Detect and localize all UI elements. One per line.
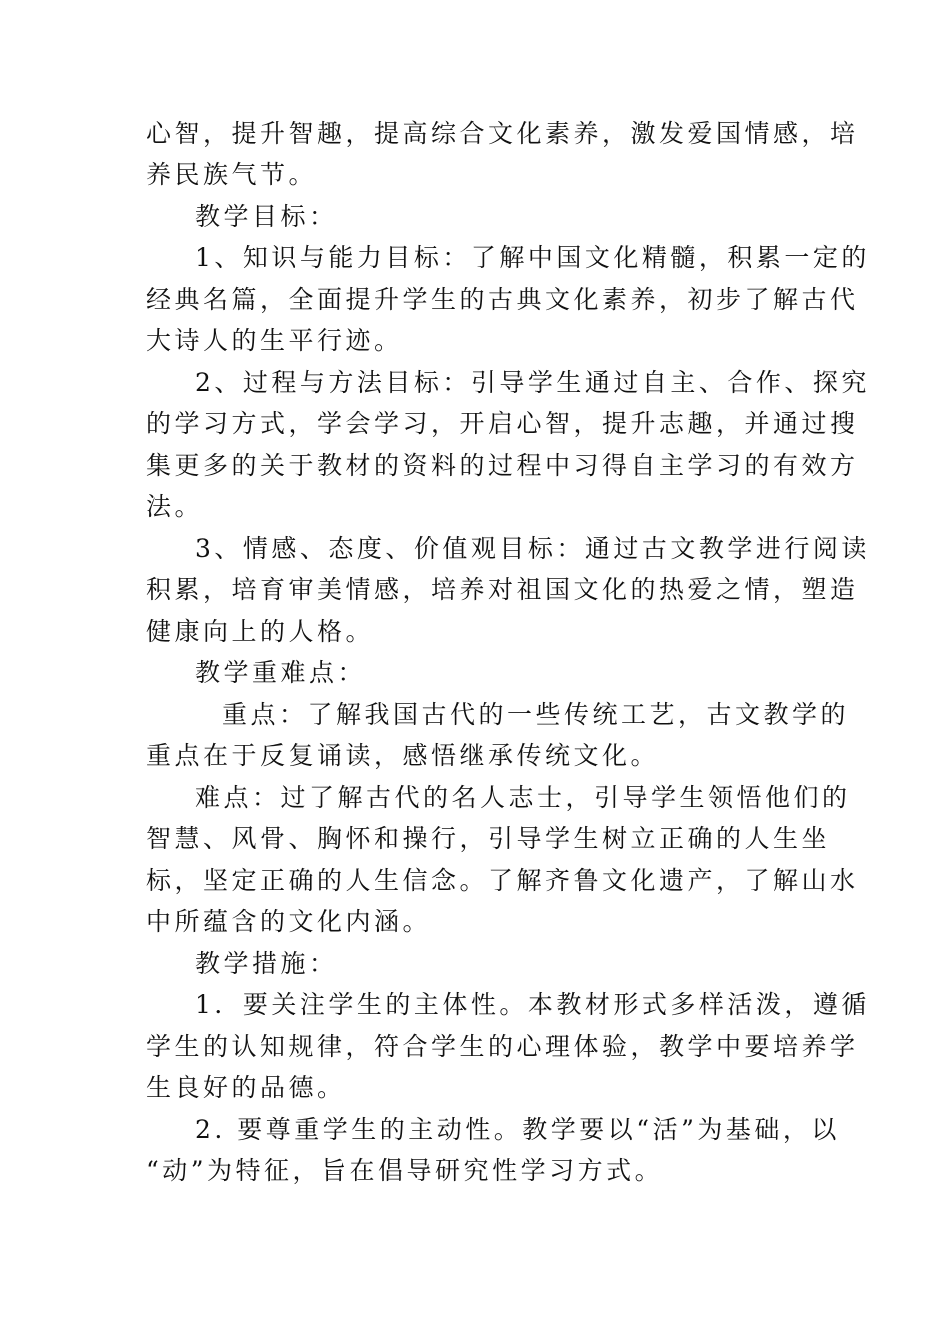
section-heading: 教学目标： (195, 202, 338, 231)
text-line: 2. 要尊重学生的主动性。教学要以“活”为基础，以 (195, 1115, 840, 1144)
text-line: 难点：过了解古代的名人志士，引导学生领悟他们的 (195, 783, 851, 812)
section-heading: 教学措施： (195, 949, 338, 978)
text-line: 集更多的关于教材的资料的过程中习得自主学习的有效方 (146, 451, 859, 480)
text-line: 重点：了解我国古代的一些传统工艺，古文教学的 (222, 700, 850, 729)
text-line: 1．要关注学生的主体性。本教材形式多样活泼，遵循 (195, 990, 870, 1019)
text-line: 中所蕴含的文化内涵。 (146, 907, 432, 936)
text-line: 重点在于反复诵读，感悟继承传统文化。 (146, 741, 660, 770)
text-line: 的学习方式，学会学习，开启心智，提升志趣，并通过搜 (146, 409, 859, 438)
text-line: 经典名篇，全面提升学生的古典文化素养，初步了解古代 (146, 285, 859, 314)
text-line: 法。 (146, 492, 204, 521)
text-line: “动”为特征，旨在倡导研究性学习方式。 (146, 1156, 664, 1185)
text-line: 学生的认知规律，符合学生的心理体验，教学中要培养学 (146, 1032, 859, 1061)
text-line: 大诗人的生平行迹。 (146, 326, 403, 355)
text-line: 积累，培育审美情感，培养对祖国文化的热爱之情，塑造 (146, 575, 859, 604)
text-line: 3、情感、态度、价值观目标：通过古文教学进行阅读 (195, 534, 870, 563)
text-line: 2、过程与方法目标：引导学生通过自主、合作、探究 (195, 368, 870, 397)
text-line: 生良好的品德。 (146, 1073, 346, 1102)
text-line: 健康向上的人格。 (146, 617, 375, 646)
text-line: 1、知识与能力目标：了解中国文化精髓，积累一定的 (195, 243, 870, 272)
text-line: 心智，提升智趣，提高综合文化素养，激发爱国情感，培 (146, 119, 859, 148)
text-line: 养民族气节。 (146, 160, 318, 189)
section-heading: 教学重难点： (195, 658, 367, 687)
text-line: 智慧、风骨、胸怀和操行，引导学生树立正确的人生坐 (146, 824, 831, 853)
text-line: 标，坚定正确的人生信念。了解齐鲁文化遗产，了解山水 (146, 866, 859, 895)
